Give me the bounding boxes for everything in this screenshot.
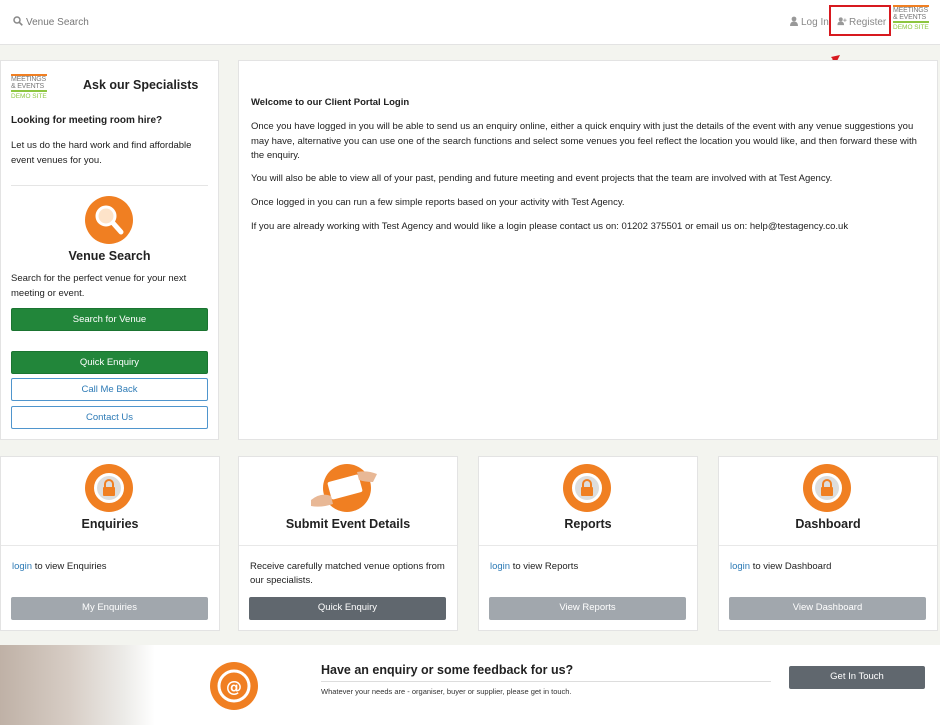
specialists-heading: Ask our Specialists <box>83 78 199 92</box>
specialists-intro: Let us do the hard work and find affordable event venues for you. <box>11 140 192 166</box>
sidebar-logo: MEETINGS & EVENTS DEMO SITE <box>11 76 47 100</box>
welcome-title: Welcome to our Client Portal Login <box>251 97 410 108</box>
view-dashboard-button[interactable]: View Dashboard <box>729 597 926 620</box>
magnifier-icon <box>85 196 133 244</box>
card-title: Reports <box>564 517 612 531</box>
welcome-paragraph-3: Once logged in you can run a few simple reports based on your activity with Test Agency. <box>251 197 625 208</box>
lock-icon <box>563 464 611 512</box>
register-link[interactable] <box>829 5 891 36</box>
lock-icon <box>85 464 133 512</box>
login-link[interactable]: login <box>490 561 511 572</box>
feedback-heading: Have an enquiry or some feedback for us? <box>321 663 574 677</box>
top-bar <box>0 0 940 45</box>
view-reports-button[interactable]: View Reports <box>489 597 686 620</box>
welcome-paragraph-4: If you are already working with Test Agency and would like a login please contact us on: 01202 375501 or email us on: help@testagency.co.uk <box>251 221 849 232</box>
login-link[interactable]: login <box>12 561 33 572</box>
people-photo <box>0 645 155 725</box>
enquiries-card <box>0 456 220 631</box>
reports-card <box>478 456 698 631</box>
welcome-panel <box>238 60 938 440</box>
quick-enquiry-card-button[interactable]: Quick Enquiry <box>249 597 446 620</box>
venue-search-link[interactable] <box>13 16 89 28</box>
lock-icon <box>803 464 851 512</box>
card-desc: login to view Reports <box>490 561 579 572</box>
feedback-subtext: Whatever your needs are - organiser, buyer or supplier, please get in touch. <box>321 687 572 696</box>
divider <box>11 185 208 186</box>
get-in-touch-button[interactable]: Get In Touch <box>789 666 925 689</box>
specialists-panel <box>0 60 219 440</box>
welcome-paragraph-1: Once you have logged in you will be able to send us an enquiry online, either a quick enquiry with just the details of the event with any venue suggestions you may have, alternative you can use one of the search functions and select some venues you feel reflect the location you would like, and then forward these with the enquiry. <box>251 121 917 161</box>
call-me-back-button[interactable]: Call Me Back <box>11 378 208 401</box>
search-icon <box>13 16 23 26</box>
card-title: Dashboard <box>795 517 861 531</box>
login-label: Log In <box>801 17 829 28</box>
welcome-paragraph-2: You will also be able to view all of your past, pending and future meeting and event projects that the team are involved with at Test Agency. <box>251 173 833 184</box>
venue-search-title: Venue Search <box>68 249 151 263</box>
login-link[interactable] <box>789 16 829 28</box>
register-label: Register <box>849 17 887 28</box>
login-link[interactable]: login <box>730 561 751 572</box>
divider <box>321 681 771 682</box>
dashboard-card <box>718 456 938 631</box>
card-desc: login to view Enquiries <box>12 561 107 572</box>
handshake-icon <box>323 464 371 512</box>
search-venue-button[interactable]: Search for Venue <box>11 308 208 331</box>
card-title: Submit Event Details <box>285 517 411 531</box>
quick-enquiry-button[interactable]: Quick Enquiry <box>11 351 208 374</box>
venue-search-desc: Search for the perfect venue for your next meeting or event. <box>11 273 187 299</box>
submit-event-card <box>238 456 458 631</box>
card-desc: login to view Dashboard <box>730 561 832 572</box>
venue-search-label: Venue Search <box>26 17 89 28</box>
my-enquiries-button[interactable]: My Enquiries <box>11 597 208 620</box>
card-desc: Receive carefully matched venue options from our specialists. <box>250 561 445 586</box>
user-plus-icon <box>837 16 847 26</box>
feedback-banner <box>0 645 940 725</box>
user-icon <box>789 16 799 26</box>
contact-us-button[interactable]: Contact Us <box>11 406 208 429</box>
meeting-room-question: Looking for meeting room hire? <box>11 115 163 126</box>
at-phone-icon <box>210 662 258 710</box>
brand-logo[interactable]: MEETINGS & EVENTS DEMO SITE <box>893 7 929 31</box>
svg-text:@: @ <box>226 677 242 696</box>
card-title: Enquiries <box>81 517 139 531</box>
